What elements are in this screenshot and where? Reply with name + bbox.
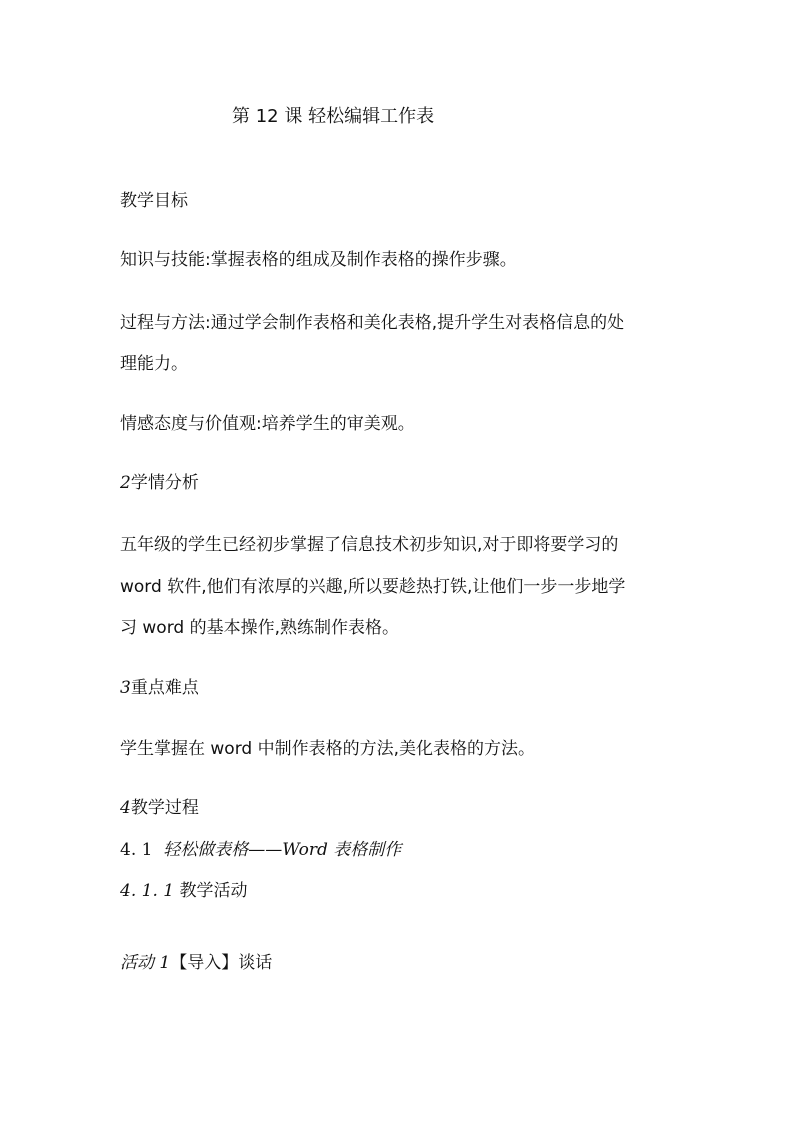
analysis-line-1: 五年级的学生已经初步掌握了信息技术初步知识,对于即将要学习的 xyxy=(120,535,619,555)
analysis-line-3: 习 word 的基本操作,熟练制作表格。 xyxy=(120,618,399,638)
section-heading-analysis xyxy=(120,471,199,495)
objective-process-line-2: 理能力。 xyxy=(120,354,188,374)
subsection-4-1 xyxy=(120,838,401,862)
analysis-line-2: word 软件,他们有浓厚的兴趣,所以要趁热打铁,让他们一步一步地学 xyxy=(120,577,626,597)
section-heading-process xyxy=(120,796,199,820)
section-heading-keypoints xyxy=(120,676,199,700)
activity-label: 活动 1 xyxy=(120,953,171,973)
subsection-number: 4. 1. 1 xyxy=(120,881,175,901)
activity-title: 【导入】谈话 xyxy=(170,953,273,973)
subsection-title: 轻松做表格——Word 表格制作 xyxy=(163,840,402,860)
objective-emotion: 情感态度与价值观:培养学生的审美观。 xyxy=(120,414,415,434)
keypoints-text: 学生掌握在 word 中制作表格的方法,美化表格的方法。 xyxy=(120,739,535,759)
section-number: 4 xyxy=(120,798,131,818)
section-number: 2 xyxy=(120,473,131,493)
objective-knowledge: 知识与技能:掌握表格的组成及制作表格的操作步骤。 xyxy=(120,250,517,270)
subsection-number: 4. 1 xyxy=(120,840,153,860)
section-title: 教学过程 xyxy=(130,798,199,818)
objective-process-line-1: 过程与方法:通过学会制作表格和美化表格,提升学生对表格信息的处 xyxy=(120,313,625,333)
page-title: 第 12 课 轻松编辑工作表 xyxy=(232,106,435,127)
section-title: 学情分析 xyxy=(130,473,199,493)
section-title: 重点难点 xyxy=(130,678,199,698)
section-heading-objectives: 教学目标 xyxy=(120,191,188,211)
subsection-4-1-1 xyxy=(120,879,247,903)
activity-heading xyxy=(120,951,272,975)
subsection-title: 教学活动 xyxy=(179,881,248,901)
section-number: 3 xyxy=(120,678,131,698)
